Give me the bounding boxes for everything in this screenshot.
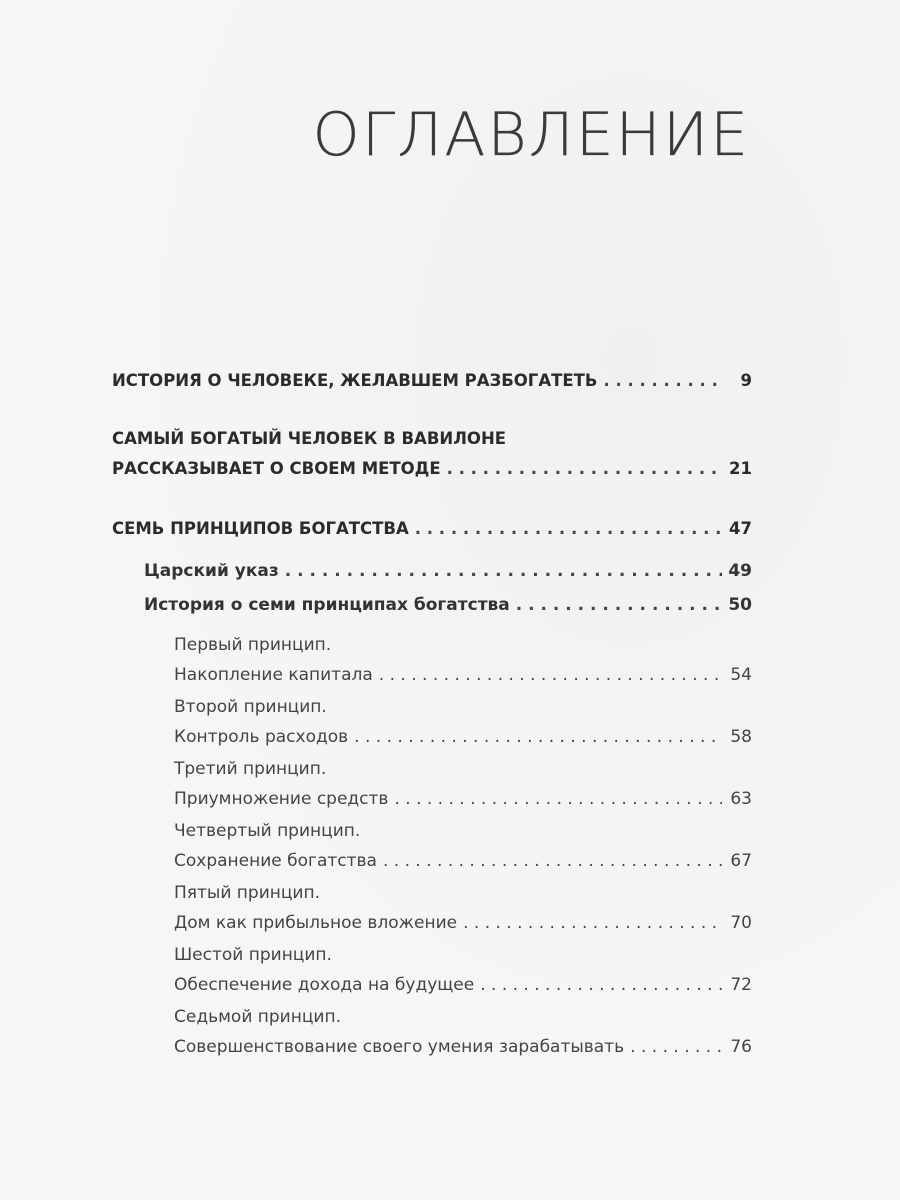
- toc-entry[interactable]: [144, 590, 752, 620]
- toc-entry-title-continued: Контроль расходов: [174, 727, 349, 747]
- dot-leader: [603, 366, 722, 396]
- toc-page-number: 50: [728, 595, 752, 615]
- toc-entry[interactable]: [174, 1002, 752, 1062]
- toc-page-number: 49: [728, 561, 752, 581]
- toc-page-number: 54: [730, 665, 752, 685]
- toc-entry-title: Царский указ: [144, 561, 279, 581]
- toc-entry-title: Пятый принцип.: [174, 883, 320, 903]
- toc-entry[interactable]: [174, 878, 752, 938]
- dot-leader: [354, 722, 722, 752]
- toc-page-number: 70: [730, 913, 752, 933]
- dot-leader: [463, 908, 722, 938]
- toc-entry[interactable]: [174, 816, 752, 876]
- toc-entry-title: Второй принцип.: [174, 697, 327, 717]
- toc-entry-title-continued: Приумножение средств: [174, 789, 389, 809]
- toc-entry-title-continued: Накопление капитала: [174, 665, 373, 685]
- toc-page-number: 58: [730, 727, 752, 747]
- toc-page-number: 67: [730, 851, 752, 871]
- toc-entry[interactable]: [112, 424, 752, 484]
- toc-page-number: 21: [729, 459, 752, 478]
- toc-entry[interactable]: [112, 514, 752, 544]
- dot-leader: [447, 454, 722, 484]
- toc-entry-title-continued: Сохранение богатства: [174, 851, 377, 871]
- toc-entry-title: ИСТОРИЯ О ЧЕЛОВЕКЕ, ЖЕЛАВШЕМ РАЗБОГАТЕТЬ: [112, 371, 598, 390]
- page-title: ОГЛАВЛЕНИЕ: [312, 100, 750, 170]
- dot-leader: [516, 590, 722, 620]
- toc-entry-title: Первый принцип.: [174, 635, 332, 655]
- toc-page-number: 63: [730, 789, 752, 809]
- toc-entry[interactable]: [174, 630, 752, 690]
- toc-entry[interactable]: [174, 940, 752, 1000]
- toc-entry-title-continued: Дом как прибыльное вложение: [174, 913, 458, 933]
- toc-entry-title-continued: Совершенствование своего умения зарабатывать: [174, 1037, 625, 1057]
- toc-entry-title: Третий принцип.: [174, 759, 327, 779]
- toc-page-number: 47: [729, 519, 752, 538]
- toc-entry-title: Шестой принцип.: [174, 945, 332, 965]
- toc-entry[interactable]: [174, 692, 752, 752]
- toc-page-number: 72: [730, 975, 752, 995]
- toc-entry[interactable]: [144, 556, 752, 586]
- toc-entry-title: САМЫЙ БОГАТЫЙ ЧЕЛОВЕК В ВАВИЛОНЕ: [112, 429, 507, 448]
- dot-leader: [480, 970, 722, 1000]
- dot-leader: [379, 660, 722, 690]
- dot-leader: [394, 784, 722, 814]
- toc-entry[interactable]: [112, 366, 752, 396]
- toc-page-number: 9: [740, 371, 752, 390]
- dot-leader: [285, 556, 722, 586]
- toc-entry-title: Седьмой принцип.: [174, 1007, 341, 1027]
- toc-entry[interactable]: [174, 754, 752, 814]
- toc-entry-title: Четвертый принцип.: [174, 821, 361, 841]
- dot-leader: [630, 1032, 722, 1062]
- toc-entry-title-continued: РАССКАЗЫВАЕТ О СВОЕМ МЕТОДЕ: [112, 459, 441, 478]
- dot-leader: [415, 514, 722, 544]
- dot-leader: [383, 846, 722, 876]
- toc-entry-title: СЕМЬ ПРИНЦИПОВ БОГАТСТВА: [112, 519, 409, 538]
- toc-page-number: 76: [730, 1037, 752, 1057]
- toc-entry-title: История о семи принципах богатства: [144, 595, 510, 615]
- toc-entry-title-continued: Обеспечение дохода на будущее: [174, 975, 475, 995]
